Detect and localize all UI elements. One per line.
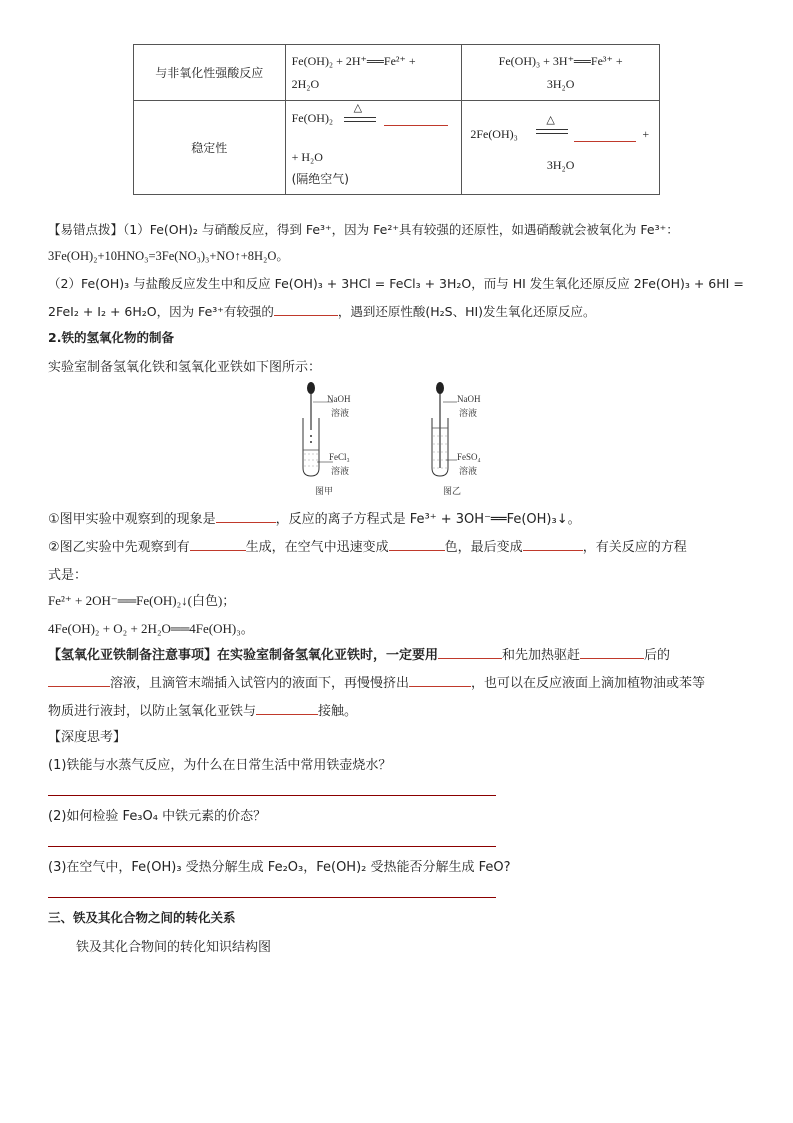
fe2-stability-note: (隔绝空气) [291,172,349,186]
table-cell [462,101,660,195]
tip-line-1b: 3Fe(OH)₂+10HNO₃=3Fe(NO₃)₃+NO↑+8H₂O。 [48,249,289,263]
tip-line-1: 【易错点拨】（1）Fe(OH)₂ 与硝酸反应，得到 Fe³⁺，因为 Fe²⁺具有较强的还原性，如遇硝酸就会被氧化为 Fe³⁺： [48,222,679,237]
table-cell-label [134,45,286,101]
plus-sign: + [642,127,650,141]
row-label-stability: 稳定性 [191,141,228,155]
equals-sign [344,117,376,122]
fe2-stability-formula: Fe(OH)₂ [291,111,334,125]
tip-text: 2FeI₂ + I₂ + 6H₂O，因为 Fe³⁺有较强的 [48,304,274,319]
equation-1: Fe²⁺ + 2OH⁻══Fe(OH)₂↓(白色)； [48,593,236,608]
answer-blank[interactable] [274,305,338,316]
table-cell [462,45,660,101]
fe2-stability-product: + H₂O [291,150,323,164]
deep-question-3: (3)在空气中，Fe(OH)₃ 受热分解生成 Fe₂O₃，Fe(OH)₂ 受热能否分解生成 FeO? [48,860,511,875]
fe3-acid-eq-cont: 3H₂O [546,77,575,91]
deep-question-1: (1)铁能与水蒸气反应，为什么在日常生活中常用铁壶烧水？ [48,758,392,773]
fe2-acid-eq: Fe(OH)₂ + 2H⁺══Fe²⁺ + [291,54,416,68]
dropper-bulb-icon [307,382,315,394]
fe3-stability-product: 3H₂O [546,158,575,172]
section-3-heading: 三、铁及其化合物之间的转化关系 [48,910,236,925]
section-2-intro: 实验室制备氢氧化铁和氢氧化亚铁如下图所示： [48,360,322,375]
answer-blank[interactable] [389,540,445,551]
question-text: ①图甲实验中观察到的现象是 [48,512,216,527]
notes-line-3 [48,700,357,719]
answer-line[interactable] [48,795,496,796]
answer-blank[interactable] [216,512,276,523]
answer-blank[interactable] [190,540,246,551]
notes-text: 后的 [644,648,671,663]
notes-text: ，也可以在反应液面上滴加植物油或苯等 [471,676,706,691]
equals-sign [536,129,568,134]
question-text: 色，最后变成 [444,540,523,555]
label-fecl3: FeCl₃ [329,452,350,462]
answer-blank[interactable] [523,540,583,551]
notes-text: 接触。 [318,704,358,719]
tip-line-2b [48,302,596,320]
question-1 [48,508,581,527]
fe2-acid-eq-cont: 2H₂O [291,77,320,91]
notes-text: 和先加热驱赶 [502,648,581,663]
experiment-figure [295,380,505,500]
notes-text: 【氢氧化亚铁制备注意事项】在实验室制备氢氧化亚铁时，一定要用 [48,648,439,663]
question-text: ②图乙实验中先观察到有 [48,540,190,555]
fe3-acid-eq: Fe(OH)₃ + 3H⁺══Fe³⁺ + [498,54,623,68]
label-naoh-right: NaOH [457,394,481,404]
answer-blank[interactable] [438,648,502,659]
table-row [134,101,660,195]
table-row [134,45,660,101]
table-cell [285,45,462,101]
deep-thinking-heading: 【深度思考】 [48,730,127,745]
answer-blank[interactable] [256,704,318,715]
label-solution: 溶液 [331,408,350,418]
section-2-heading: 2.铁的氢氧化物的制备 [48,330,174,345]
fe3-stability-formula: 2Fe(OH)₃ [470,127,518,141]
table-cell-label [134,101,286,195]
row-label-acid: 与非氧化性强酸反应 [155,66,264,80]
answer-blank[interactable] [574,133,636,142]
equation-2: 4Fe(OH)₂ + O₂ + 2H₂O══4Fe(OH)₃。 [48,621,254,636]
answer-blank[interactable] [384,117,448,126]
question-text: ，有关反应的方程 [582,540,687,555]
label-solution: 溶液 [331,466,350,476]
table-cell [285,101,462,195]
question-text: ，反应的离子方程式是 Fe³⁺ + 3OH⁻══Fe(OH)₃↓。 [275,512,581,527]
label-solution: 溶液 [459,466,478,476]
deep-question-2: (2)如何检验 Fe₃O₄ 中铁元素的价态？ [48,809,267,824]
caption-fig-a: 图甲 [315,486,334,496]
label-solution: 溶液 [459,408,478,418]
question-text: 生成，在空气中迅速变成 [245,540,389,555]
heat-symbol: △ [353,101,363,114]
label-feso4: FeSO₄ [457,452,481,462]
answer-line[interactable] [48,897,496,898]
dropper-bulb-icon [436,382,444,394]
answer-blank[interactable] [580,648,644,659]
answer-blank[interactable] [409,676,471,687]
notes-text: 溶液，且滴管末端插入试管内的液面下，再慢慢挤出 [110,676,410,691]
caption-fig-b: 图乙 [443,486,462,496]
question-2 [48,536,687,555]
notes-line-2 [48,672,705,691]
section-3-subtitle: 铁及其化合物间的转化知识结构图 [76,940,272,955]
properties-table [133,44,660,195]
answer-blank[interactable] [48,676,110,687]
notes-line-1 [48,644,670,663]
question-2-cont: 式是： [48,568,88,583]
label-naoh-left: NaOH [327,394,351,404]
heat-symbol: △ [546,113,555,126]
answer-line[interactable] [48,846,496,847]
tip-text: ，遇到还原性酸(H₂S、HI)发生氧化还原反应。 [337,304,596,319]
tip-line-2: （2）Fe(OH)₃ 与盐酸反应发生中和反应 Fe(OH)₃ + 3HCl = FeCl₃ + 3H₂O，而与 HI 发生氧化还原反应 2Fe(OH)₃ + 6HI = [48,276,744,291]
notes-text: 物质进行液封，以防止氢氧化亚铁与 [48,704,257,719]
